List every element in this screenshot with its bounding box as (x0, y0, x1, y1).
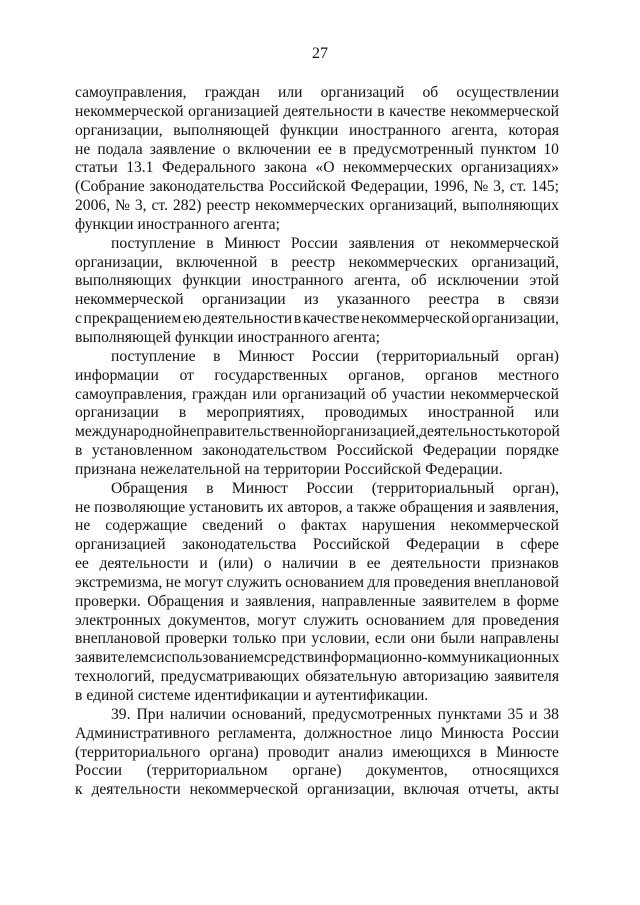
word: некоммерческой (450, 385, 559, 403)
word: Федерации. (425, 460, 503, 478)
text-line (75, 725, 559, 744)
word: исключении (437, 272, 519, 290)
word: организации (201, 291, 286, 309)
word: иностранного (349, 121, 441, 139)
word: оснований, (231, 705, 307, 723)
word: Административного (75, 724, 210, 742)
word: в (270, 253, 279, 271)
word: предусмотренный (353, 140, 474, 158)
word: 145; (531, 178, 559, 196)
word: агента; (233, 215, 280, 233)
word: некоммерческой (361, 310, 470, 328)
word: или (534, 404, 559, 422)
document-body (75, 84, 559, 800)
word: местного (498, 366, 559, 384)
text-line (75, 235, 559, 254)
text-line (75, 781, 559, 800)
word: и (199, 555, 208, 573)
word: и (476, 498, 486, 516)
word: закона (264, 159, 307, 177)
word: нежелательной (140, 460, 241, 478)
word: прекращением (83, 310, 182, 328)
word: проверки (165, 630, 228, 648)
word: поступление (111, 347, 196, 365)
word: системе (137, 687, 191, 704)
word: организаций, (471, 253, 559, 271)
word: наличии (282, 555, 339, 573)
word: и (230, 592, 239, 610)
word: заявления (348, 234, 415, 252)
word: реестр (206, 197, 251, 215)
word: порядке (505, 442, 559, 460)
text-line (75, 386, 559, 405)
word: при (281, 630, 307, 648)
word: организации (75, 404, 159, 422)
word: от (179, 366, 194, 384)
word: Российской (336, 442, 414, 460)
word: самоуправления, (75, 84, 187, 101)
word: включая (403, 781, 460, 799)
word: указанного (336, 291, 411, 309)
word: организацией (75, 536, 166, 554)
word: об (411, 272, 427, 290)
word: средств (263, 649, 315, 667)
word: самоуправления, (75, 385, 187, 403)
text-line (75, 178, 559, 197)
word: органов, (348, 366, 405, 384)
word: организации, (307, 781, 395, 799)
word: 38 (543, 705, 559, 723)
word: орган) (516, 347, 559, 365)
word: могут (257, 611, 296, 629)
word: При (136, 705, 164, 723)
word: законодательства (149, 178, 264, 196)
word: в (206, 234, 214, 252)
word: Федерации, (350, 178, 429, 196)
word: позволяющие (94, 498, 186, 516)
word: обращения (399, 498, 474, 516)
word: (территориального (75, 743, 201, 761)
text-line (75, 216, 559, 235)
word: авторизацию (402, 668, 489, 686)
word: выполняющих (75, 272, 172, 290)
word: обязательную (305, 668, 397, 686)
word: территории (263, 460, 341, 478)
word: предусматривающих (160, 668, 300, 686)
word: 2006, (75, 197, 111, 215)
word: не (165, 573, 181, 591)
text-line (75, 593, 559, 612)
word: технологий, (75, 668, 155, 686)
word: 39. (111, 705, 131, 723)
word: некоммерческой (450, 517, 559, 535)
word: поступление (111, 234, 196, 252)
word: организации, (75, 121, 163, 139)
word: не (75, 140, 91, 158)
word: заявления, (489, 498, 559, 516)
word: агента, (354, 272, 401, 290)
word: с (75, 310, 82, 328)
text-line (75, 461, 559, 480)
word: проводит (267, 743, 330, 761)
word: в (206, 479, 214, 497)
word: в (338, 140, 347, 158)
word: фактах (300, 517, 347, 535)
word: Минюст (231, 479, 288, 497)
word: Федерации (422, 442, 497, 460)
text-line (75, 612, 559, 631)
word: для (367, 573, 391, 591)
word: реестр (291, 253, 336, 271)
word: об (371, 385, 387, 403)
word: сведений (202, 517, 263, 535)
word: некоммерческой (450, 234, 559, 252)
word: только (232, 630, 277, 648)
word: установить (188, 498, 264, 516)
word: внеплановой (75, 630, 161, 648)
word: организациях» (460, 159, 559, 177)
word: (территориальном (146, 762, 268, 780)
word: 10 (543, 140, 559, 158)
word: признана (75, 460, 137, 478)
word: статьи (75, 159, 118, 177)
text-line (75, 517, 559, 536)
word: форме (516, 592, 559, 610)
word: деятельности (391, 555, 481, 573)
word: иностранной (427, 404, 515, 422)
text-line (75, 442, 559, 461)
word: 13.1 (126, 159, 154, 177)
word: некоммерческой (189, 781, 299, 799)
word: агента; (333, 328, 380, 346)
text-line (75, 649, 559, 668)
text-line (75, 499, 559, 518)
word: мероприятиях, (206, 404, 305, 422)
word: их (267, 498, 284, 516)
word: в (502, 592, 511, 610)
word: качестве (302, 310, 360, 328)
word: неправительственной (181, 423, 325, 441)
word: функции (75, 215, 134, 233)
word: должностное (304, 724, 392, 742)
word: отчеты, (468, 781, 519, 799)
word: они (410, 630, 436, 648)
word: основанием (285, 573, 365, 591)
word: не (75, 498, 91, 516)
word: на (244, 460, 260, 478)
word: пунктами (437, 705, 502, 723)
word: агента, (451, 121, 498, 139)
word: или (252, 385, 277, 403)
word: иностранного (137, 215, 230, 233)
word: из (303, 291, 319, 309)
word: выполняющих (462, 197, 559, 215)
word: (территориальный (376, 347, 499, 365)
text-line (75, 159, 559, 178)
word: к (75, 781, 83, 799)
word: имеющихся (392, 743, 471, 761)
word: ее (75, 555, 89, 573)
word: граждан (204, 84, 260, 101)
text-line (75, 762, 559, 781)
word: участии (392, 385, 446, 403)
word: информации (75, 366, 159, 384)
word: нарушения (361, 517, 436, 535)
word: о (222, 140, 231, 158)
word: заявителя (494, 668, 559, 686)
word: Российской (312, 536, 390, 554)
word: России (75, 762, 123, 780)
word: Минюсте (496, 743, 559, 761)
word: некоммерческой (75, 291, 184, 309)
word: граждан (191, 385, 247, 403)
word: международной (75, 423, 182, 441)
word: деятельности (99, 555, 189, 573)
word: в (178, 404, 187, 422)
word: организацией, (324, 423, 420, 441)
text-line (75, 367, 559, 386)
word: о (263, 555, 272, 573)
word: заявителем (422, 592, 497, 610)
word: органе) (292, 762, 342, 780)
word: а (346, 498, 354, 516)
word: в (497, 291, 505, 309)
word: которой (507, 423, 560, 441)
word: электронных (75, 611, 162, 629)
word: (территориальный (371, 479, 495, 497)
word: документов, (366, 762, 448, 780)
word: выполняющей (75, 328, 171, 346)
text-line (75, 668, 559, 687)
word: пунктом (480, 140, 537, 158)
text-line (75, 291, 559, 310)
word: которая (508, 121, 559, 139)
word: внеплановой (473, 573, 559, 591)
word: государственных (214, 366, 328, 384)
word: для (452, 611, 475, 629)
word: проведения (393, 573, 471, 591)
word: в (377, 102, 385, 120)
word: использованием (156, 649, 264, 667)
word: если (374, 630, 406, 648)
word: Минюста (440, 724, 504, 742)
text-line (75, 103, 559, 122)
word: ее (317, 140, 332, 158)
word: установленном (91, 442, 193, 460)
word: функции (182, 272, 242, 290)
word: подала (97, 140, 143, 158)
word: заявителем (75, 649, 150, 667)
word: 3, (493, 178, 505, 196)
word: ст. (151, 197, 168, 215)
word: организаций, (369, 197, 458, 215)
word: законодательством (202, 442, 327, 460)
word: деятельности (283, 102, 373, 120)
word: авторов, (287, 498, 343, 516)
word: в (75, 442, 83, 460)
word: в (479, 743, 488, 761)
word: направленные (321, 592, 416, 610)
word: России (306, 479, 354, 497)
word: включенной (175, 253, 258, 271)
word: и (529, 705, 538, 723)
word: наличии (169, 705, 226, 723)
word: России (311, 347, 359, 365)
word: содержащие (105, 517, 188, 535)
word: России (511, 724, 559, 742)
text-line (75, 555, 559, 574)
word: функции (279, 121, 339, 139)
word: аутентификации. (315, 687, 429, 704)
text-line (75, 141, 559, 160)
word: с (149, 649, 157, 667)
word: № (115, 197, 130, 215)
text-line (75, 310, 559, 329)
word: некоммерческой (450, 102, 559, 120)
word: деятельности (91, 781, 181, 799)
text-line (75, 574, 559, 593)
word: документов, (168, 611, 250, 629)
word: информационно-коммуникационных (314, 649, 560, 667)
word: Российской (344, 460, 422, 478)
word: выполняющей (173, 121, 270, 139)
word: основанием (365, 611, 445, 629)
text-line (75, 197, 559, 216)
word: предусмотренных (312, 705, 432, 723)
word: в (496, 536, 504, 554)
word: этой (529, 272, 559, 290)
text-line (75, 404, 559, 423)
word: законодательства (182, 536, 297, 554)
word: от (425, 234, 440, 252)
word: деятельность (419, 423, 508, 441)
word: анализ (338, 743, 384, 761)
word: проведения (482, 611, 559, 629)
word: лицо (400, 724, 433, 742)
word: относящихся (472, 762, 559, 780)
text-line (75, 329, 559, 348)
word: в (213, 347, 221, 365)
word: организации, (471, 310, 559, 328)
word: также (356, 498, 396, 516)
text-line (75, 84, 559, 103)
word: (Собрание (75, 178, 145, 196)
word: условии, (311, 630, 370, 648)
word: функции (175, 328, 234, 346)
text-line (75, 706, 559, 725)
word: осуществлении (456, 84, 559, 101)
text-line (75, 348, 559, 367)
word: регламента, (218, 724, 297, 742)
word: акты (527, 781, 559, 799)
word: направлены (480, 630, 559, 648)
word: № (473, 178, 489, 196)
text-line (75, 630, 559, 649)
word: служить (226, 573, 282, 591)
word: 1996, (433, 178, 469, 196)
word: некоммерческой (75, 102, 184, 120)
page-number: 27 (312, 45, 328, 62)
word: (или) (218, 555, 254, 573)
text-line (75, 122, 559, 141)
word: единой (86, 687, 134, 704)
word: России (290, 234, 338, 252)
word: Обращения (147, 592, 224, 610)
word: «О (315, 159, 335, 177)
word: иностранного (237, 328, 330, 346)
word: Федерации (406, 536, 480, 554)
word: органов (425, 366, 478, 384)
word: проверки. (75, 592, 141, 610)
word: сфере (520, 536, 559, 554)
word: некоммерческих (348, 253, 458, 271)
word: организации, (75, 253, 163, 271)
text-line (75, 744, 559, 763)
word: ею (182, 310, 202, 328)
word: некоммерческих (255, 197, 365, 215)
word: в (348, 555, 357, 573)
word: организаций (320, 84, 405, 101)
word: организаций (282, 385, 366, 403)
word: были (440, 630, 475, 648)
word: ее (366, 555, 381, 573)
text-line (75, 536, 559, 555)
word: Минюст (224, 234, 281, 252)
word: заявления, (245, 592, 316, 610)
word: Минюст (238, 347, 295, 365)
word: идентификации (194, 687, 300, 704)
word: качестве (389, 102, 446, 120)
word: заявление (149, 140, 216, 158)
word: проводимых (324, 404, 408, 422)
word: не (75, 517, 91, 535)
word: 3, (134, 197, 147, 215)
word: об (422, 84, 439, 101)
word: реестра (428, 291, 480, 309)
text-line (75, 254, 559, 273)
word: Обращения (111, 479, 188, 497)
word: деятельности (203, 310, 293, 328)
word: признаков (491, 555, 559, 573)
word: орган), (512, 479, 559, 497)
text-line (75, 687, 559, 706)
word: служить (303, 611, 359, 629)
word: иностранного (251, 272, 344, 290)
word: некоммерческих (342, 159, 453, 177)
word: 282) (172, 197, 202, 215)
word: включении (237, 140, 311, 158)
word: в (75, 687, 83, 704)
word: организацией (188, 102, 279, 120)
word: Российской (268, 178, 346, 196)
word: экстремизма, (75, 573, 163, 591)
text-line (75, 272, 559, 291)
word: и (303, 687, 312, 704)
word: ст. (509, 178, 527, 196)
word: или (277, 84, 303, 101)
word: связи (523, 291, 559, 309)
text-line (75, 423, 559, 442)
word: могут (184, 573, 224, 591)
word: в (293, 310, 302, 328)
word: органа) (209, 743, 259, 761)
text-line (75, 480, 559, 499)
word: Федерального (161, 159, 256, 177)
word: о (277, 517, 286, 535)
word: 35 (507, 705, 524, 723)
